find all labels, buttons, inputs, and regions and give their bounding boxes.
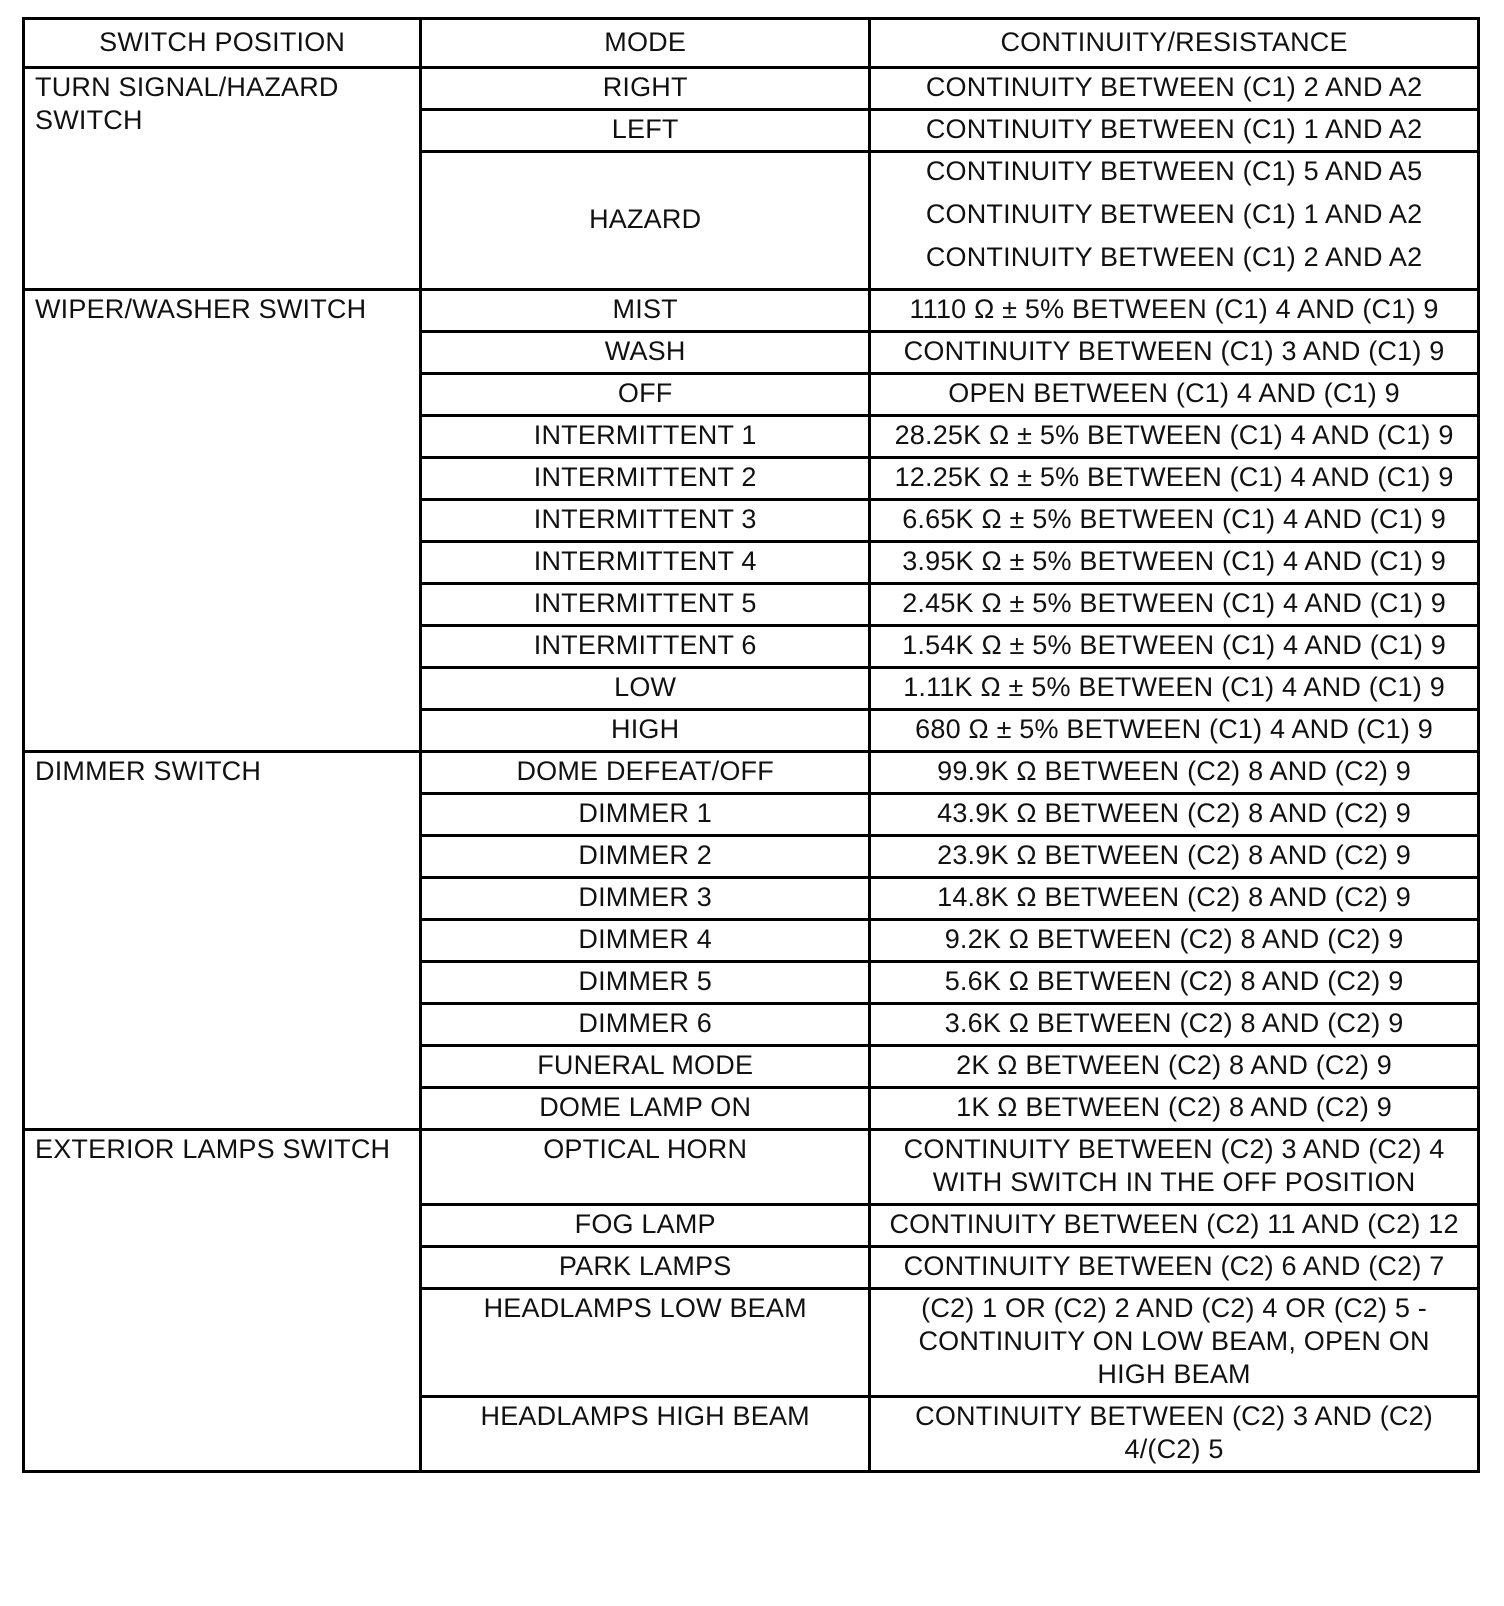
value-cell: CONTINUITY BETWEEN (C2) 3 AND (C2) 4 WITH SWITCH IN THE OFF POSITION xyxy=(870,1130,1479,1205)
value-line: CONTINUITY BETWEEN (C1) 1 AND A2 xyxy=(925,114,1423,144)
value-cell: 9.2K Ω BETWEEN (C2) 8 AND (C2) 9 xyxy=(870,920,1479,962)
mode-cell: PARK LAMPS xyxy=(421,1247,870,1289)
value-cell: CONTINUITY BETWEEN (C1) 3 AND (C1) 9 xyxy=(870,332,1479,374)
value-line: CONTINUITY BETWEEN (C1) 5 AND A5 xyxy=(925,156,1423,186)
mode-cell: LEFT xyxy=(421,110,870,152)
switch-name-dimmer: DIMMER SWITCH xyxy=(24,752,421,1130)
value-cell: 1K Ω BETWEEN (C2) 8 AND (C2) 9 xyxy=(870,1088,1479,1130)
value-cell xyxy=(870,152,1479,290)
mode-cell: INTERMITTENT 6 xyxy=(421,626,870,668)
mode-cell: DOME LAMP ON xyxy=(421,1088,870,1130)
mode-cell: HAZARD xyxy=(421,152,870,290)
value-cell: 2.45K Ω ± 5% BETWEEN (C1) 4 AND (C1) 9 xyxy=(870,584,1479,626)
switch-name-wiper-washer: WIPER/WASHER SWITCH xyxy=(24,290,421,752)
value-cell xyxy=(870,110,1479,152)
header-continuity-resistance: CONTINUITY/RESISTANCE xyxy=(870,19,1479,68)
value-cell: CONTINUITY BETWEEN (C2) 6 AND (C2) 7 xyxy=(870,1247,1479,1289)
value-line: CONTINUITY BETWEEN (C1) 2 AND A2 xyxy=(925,242,1423,272)
value-cell: 3.6K Ω BETWEEN (C2) 8 AND (C2) 9 xyxy=(870,1004,1479,1046)
header-switch-position: SWITCH POSITION xyxy=(24,19,421,68)
mode-cell: FOG LAMP xyxy=(421,1205,870,1247)
table-row xyxy=(24,68,1479,110)
mode-cell: INTERMITTENT 1 xyxy=(421,416,870,458)
value-cell: 28.25K Ω ± 5% BETWEEN (C1) 4 AND (C1) 9 xyxy=(870,416,1479,458)
mode-cell: INTERMITTENT 5 xyxy=(421,584,870,626)
switch-name-turn-signal-hazard: TURN SIGNAL/HAZARD SWITCH xyxy=(24,68,421,290)
mode-cell: INTERMITTENT 2 xyxy=(421,458,870,500)
value-cell: 43.9K Ω BETWEEN (C2) 8 AND (C2) 9 xyxy=(870,794,1479,836)
value-cell: (C2) 1 OR (C2) 2 AND (C2) 4 OR (C2) 5 - CONTINUITY ON LOW BEAM, OPEN ON HIGH BEAM xyxy=(870,1289,1479,1397)
switch-test-table xyxy=(22,17,1480,1473)
mode-cell: DIMMER 6 xyxy=(421,1004,870,1046)
mode-cell: INTERMITTENT 4 xyxy=(421,542,870,584)
table-row xyxy=(24,290,1479,332)
mode-cell: DOME DEFEAT/OFF xyxy=(421,752,870,794)
table-row xyxy=(24,752,1479,794)
mode-cell: OFF xyxy=(421,374,870,416)
mode-cell: FUNERAL MODE xyxy=(421,1046,870,1088)
value-cell: 1.54K Ω ± 5% BETWEEN (C1) 4 AND (C1) 9 xyxy=(870,626,1479,668)
table-row xyxy=(24,1130,1479,1205)
value-cell: 99.9K Ω BETWEEN (C2) 8 AND (C2) 9 xyxy=(870,752,1479,794)
value-line: CONTINUITY BETWEEN (C1) 1 AND A2 xyxy=(925,199,1423,229)
value-cell: 1110 Ω ± 5% BETWEEN (C1) 4 AND (C1) 9 xyxy=(870,290,1479,332)
mode-cell: HEADLAMPS LOW BEAM xyxy=(421,1289,870,1397)
mode-cell: DIMMER 1 xyxy=(421,794,870,836)
value-cell: CONTINUITY BETWEEN (C2) 3 AND (C2) 4/(C2) 5 xyxy=(870,1397,1479,1472)
switch-name-exterior-lamps: EXTERIOR LAMPS SWITCH xyxy=(24,1130,421,1472)
mode-cell: HEADLAMPS HIGH BEAM xyxy=(421,1397,870,1472)
mode-cell: MIST xyxy=(421,290,870,332)
mode-cell: RIGHT xyxy=(421,68,870,110)
value-line: CONTINUITY BETWEEN (C1) 2 AND A2 xyxy=(925,72,1423,102)
value-cell: 2K Ω BETWEEN (C2) 8 AND (C2) 9 xyxy=(870,1046,1479,1088)
value-cell: CONTINUITY BETWEEN (C2) 11 AND (C2) 12 xyxy=(870,1205,1479,1247)
mode-cell: OPTICAL HORN xyxy=(421,1130,870,1205)
header-mode: MODE xyxy=(421,19,870,68)
mode-cell: DIMMER 3 xyxy=(421,878,870,920)
value-cell xyxy=(870,68,1479,110)
value-cell: 3.95K Ω ± 5% BETWEEN (C1) 4 AND (C1) 9 xyxy=(870,542,1479,584)
value-cell: OPEN BETWEEN (C1) 4 AND (C1) 9 xyxy=(870,374,1479,416)
value-cell: 5.6K Ω BETWEEN (C2) 8 AND (C2) 9 xyxy=(870,962,1479,1004)
mode-cell: DIMMER 2 xyxy=(421,836,870,878)
mode-cell: DIMMER 5 xyxy=(421,962,870,1004)
value-cell: 14.8K Ω BETWEEN (C2) 8 AND (C2) 9 xyxy=(870,878,1479,920)
mode-cell: DIMMER 4 xyxy=(421,920,870,962)
value-cell: 12.25K Ω ± 5% BETWEEN (C1) 4 AND (C1) 9 xyxy=(870,458,1479,500)
value-cell: 680 Ω ± 5% BETWEEN (C1) 4 AND (C1) 9 xyxy=(870,710,1479,752)
mode-cell: LOW xyxy=(421,668,870,710)
mode-cell: WASH xyxy=(421,332,870,374)
mode-cell: HIGH xyxy=(421,710,870,752)
mode-cell: INTERMITTENT 3 xyxy=(421,500,870,542)
header-row xyxy=(24,19,1479,68)
value-cell: 23.9K Ω BETWEEN (C2) 8 AND (C2) 9 xyxy=(870,836,1479,878)
value-cell: 1.11K Ω ± 5% BETWEEN (C1) 4 AND (C1) 9 xyxy=(870,668,1479,710)
value-cell: 6.65K Ω ± 5% BETWEEN (C1) 4 AND (C1) 9 xyxy=(870,500,1479,542)
